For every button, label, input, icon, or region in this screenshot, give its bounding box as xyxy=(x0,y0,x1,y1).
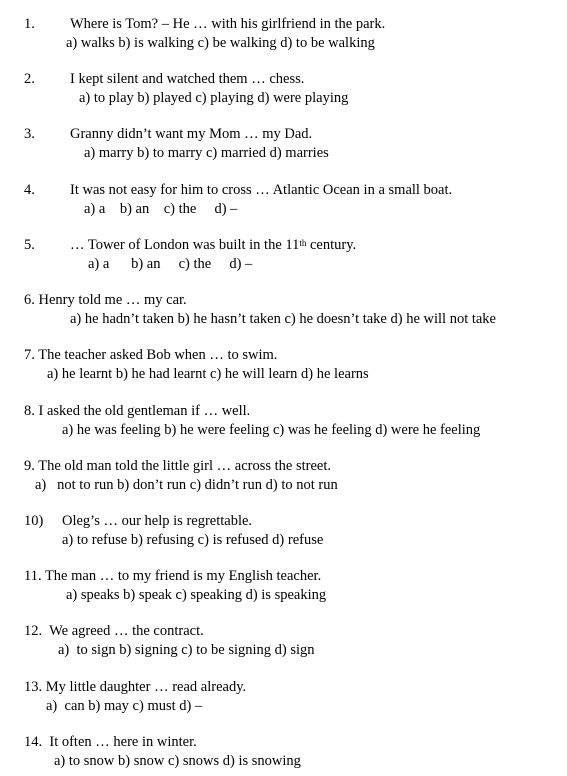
question-stem: 6. Henry told me … my car. xyxy=(24,292,187,308)
question-stem xyxy=(70,236,356,255)
question-number: 3. xyxy=(24,126,35,142)
question-stem: 12. We agreed … the contract. xyxy=(24,623,204,639)
question-number: 4. xyxy=(24,182,35,198)
question-stem: 11. The man … to my friend is my English teacher. xyxy=(24,568,322,584)
answer-options: a) not to run b) don’t run c) didn’t run d) to not run xyxy=(35,477,338,493)
answer-options: a) walks b) is walking c) be walking d) to be walking xyxy=(66,35,375,51)
answer-options: a) to sign b) signing c) to be signing d) sign xyxy=(58,642,315,658)
ordinal-suffix: th xyxy=(299,238,307,248)
question-number: 1. xyxy=(24,16,35,32)
question-stem: 14. It often … here in winter. xyxy=(24,734,197,750)
answer-options: a) he was feeling b) he were feeling c) was he feeling d) were he feeling xyxy=(62,422,481,438)
answer-options: a) to play b) played c) playing d) were playing xyxy=(79,90,349,106)
question-stem-text: century. xyxy=(306,237,357,253)
answer-options: a) he learnt b) he had learnt c) he will learn d) he learns xyxy=(47,366,369,382)
answer-options: a) to refuse b) refusing c) is refused d) refuse xyxy=(62,532,324,548)
question-stem: 7. The teacher asked Bob when … to swim. xyxy=(24,347,278,363)
answer-options: a) a b) an c) the d) – xyxy=(88,256,253,272)
question-stem: Where is Tom? – He … with his girlfriend in the park. xyxy=(70,16,386,32)
answer-options: a) speaks b) speak c) speaking d) is speaking xyxy=(66,587,327,603)
question-number: 5. xyxy=(24,237,35,253)
question-stem: It was not easy for him to cross … Atlantic Ocean in a small boat. xyxy=(70,182,453,198)
answer-options: a) he hadn’t taken b) he hasn’t taken c) he doesn’t take d) he will not take xyxy=(70,311,496,327)
answer-options: a) to snow b) snow c) snows d) is snowing xyxy=(54,753,301,769)
question-number: 2. xyxy=(24,71,35,87)
question-stem: Oleg’s … our help is regrettable. xyxy=(62,513,253,529)
answer-options: a) can b) may c) must d) – xyxy=(46,698,203,714)
question-stem: 13. My little daughter … read already. xyxy=(24,679,247,695)
question-number: 10) xyxy=(24,513,44,529)
question-stem: 9. The old man told the little girl … across the street. xyxy=(24,458,331,474)
question-stem: 8. I asked the old gentleman if … well. xyxy=(24,403,251,419)
question-stem: Granny didn’t want my Mom … my Dad. xyxy=(70,126,313,142)
answer-options: a) marry b) to marry c) married d) marries xyxy=(84,145,329,161)
question-stem: I kept silent and watched them … chess. xyxy=(70,71,305,87)
answer-options: a) a b) an c) the d) – xyxy=(84,201,238,217)
question-stem-text: … Tower of London was built in the 11 xyxy=(70,237,300,253)
